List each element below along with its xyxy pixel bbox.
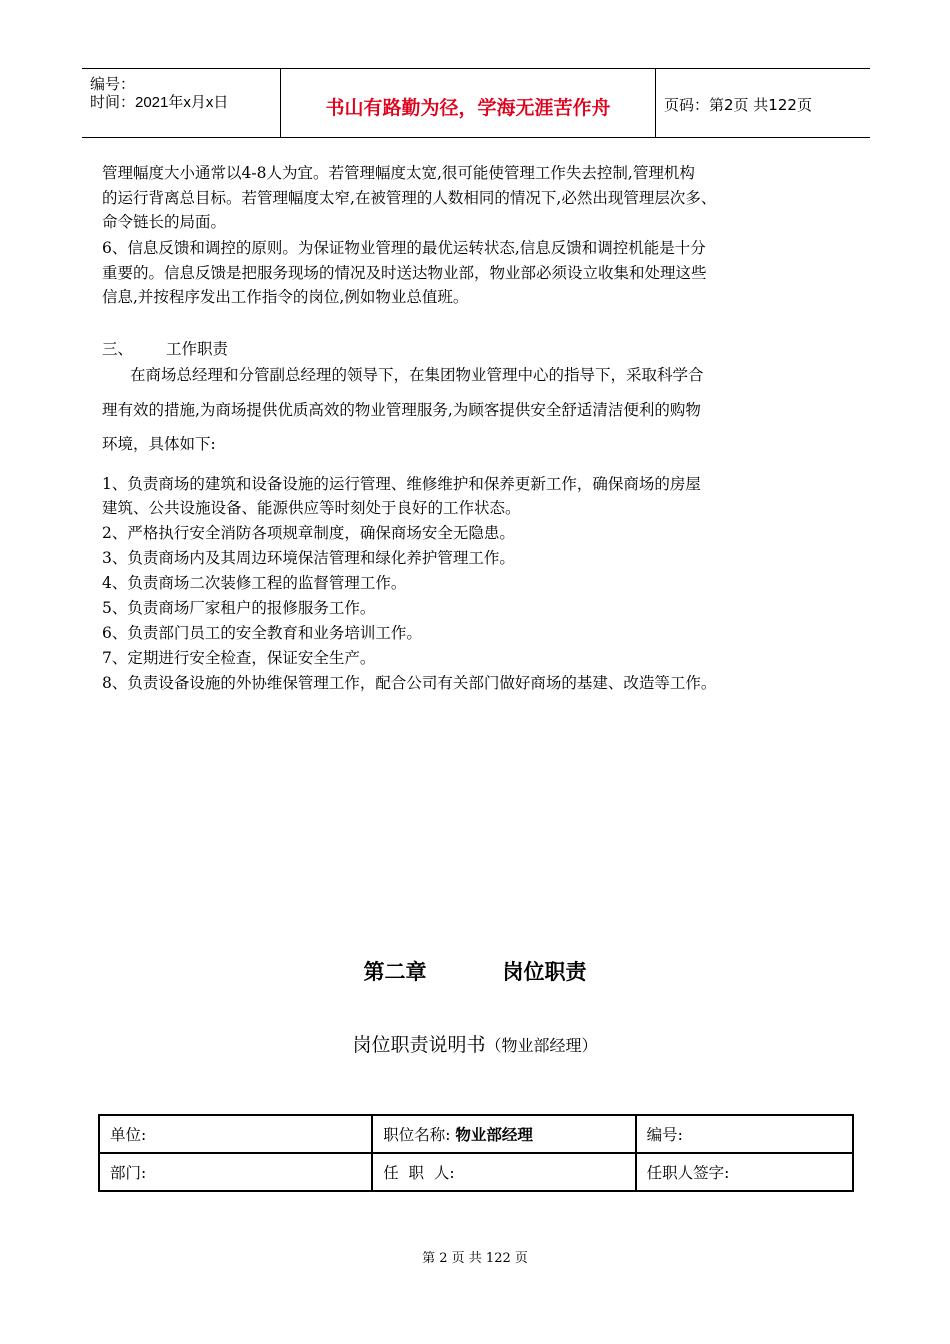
paragraph-line: 命令链长的局面。 [102,213,227,231]
header-meta-cell [82,69,281,137]
section-number: 三、 [102,340,134,358]
position-cell [372,1115,635,1153]
paragraph-line: 的运行背离总目标。若管理幅度太窄,在被管理的人数相同的情况下,必然出现管理层次多、 [102,189,717,207]
header-motto-cell [281,69,656,137]
intro-line: 在商场总经理和分管副总经理的领导下，在集团物业管理中心的指导下，采取科学合 [130,366,704,384]
job-spec-subtitle: （物业部经理） [485,1036,598,1055]
duty-item: 7、定期进行安全检查，保证安全生产。 [102,649,376,667]
job-spec-title: 岗位职责说明书 [352,1034,486,1056]
duty-item: 1、负责商场的建筑和设备设施的运行管理、维修维护和保养更新工作，确保商场的房屋 [102,475,701,493]
chapter-heading [0,956,950,986]
header-motto: 书山有路勤为径，学海无涯苦作舟 [325,97,611,119]
page-footer: 第 2 页 共 122 页 [422,1251,528,1266]
position-value: 物业部经理 [455,1126,533,1144]
paragraph-line: 6、信息反馈和调控的原则。为保证物业管理的最优运转状态,信息反馈和调控机能是十分 [102,239,706,257]
job-spec-heading [0,1030,950,1057]
section-title: 工作职责 [166,340,229,358]
section-heading [102,337,228,359]
paragraph-line: 重要的。信息反馈是把服务现场的情况及时送达物业部，物业部必须设立收集和处理这些 [102,264,707,282]
chapter-number: 第二章 [363,960,427,984]
number-cell: 编号: [636,1115,853,1153]
job-info-table [98,1114,854,1192]
header-page-cell [656,69,870,137]
table-row [99,1153,853,1191]
duty-item: 3、负责商场内及其周边环境保洁管理和绿化养护管理工作。 [102,549,515,567]
chapter-title: 岗位职责 [502,960,587,984]
duty-item: 8、负责设备设施的外协维保管理工作，配合公司有关部门做好商场的基建、改造等工作。 [102,674,717,692]
intro-line: 理有效的措施,为商场提供优质高效的物业管理服务,为顾客提供安全舒适清洁便利的购物 [102,401,701,419]
intro-line: 环境，具体如下: [102,435,216,453]
header-time-label: 时间：2021年x月x日 [90,94,229,111]
table-row [99,1115,853,1153]
duty-item: 建筑、公共设施设备、能源供应等时刻处于良好的工作状态。 [102,499,521,517]
unit-cell: 单位: [99,1115,372,1153]
holder-cell: 任 职 人: [372,1153,635,1191]
duty-item: 2、严格执行安全消防各项规章制度，确保商场安全无隐患。 [102,524,515,542]
paragraph-line: 管理幅度大小通常以4-8人为宜。若管理幅度太宽,很可能使管理工作失去控制,管理机构 [102,164,695,182]
signature-cell: 任职人签字: [636,1153,853,1191]
position-label: 职位名称: [383,1126,456,1144]
dept-cell: 部门: [99,1153,372,1191]
duty-item: 6、负责部门员工的安全教育和业务培训工作。 [102,624,422,642]
paragraph-line: 信息,并按程序发出工作指令的岗位,例如物业总值班。 [102,288,469,306]
duty-item: 5、负责商场厂家租户的报修服务工作。 [102,599,376,617]
duty-item: 4、负责商场二次装修工程的监督管理工作。 [102,574,407,592]
header-number-label: 编号： [90,76,136,93]
header-page-info: 页码：第2页 共122页 [664,96,812,114]
page-header [82,68,870,138]
